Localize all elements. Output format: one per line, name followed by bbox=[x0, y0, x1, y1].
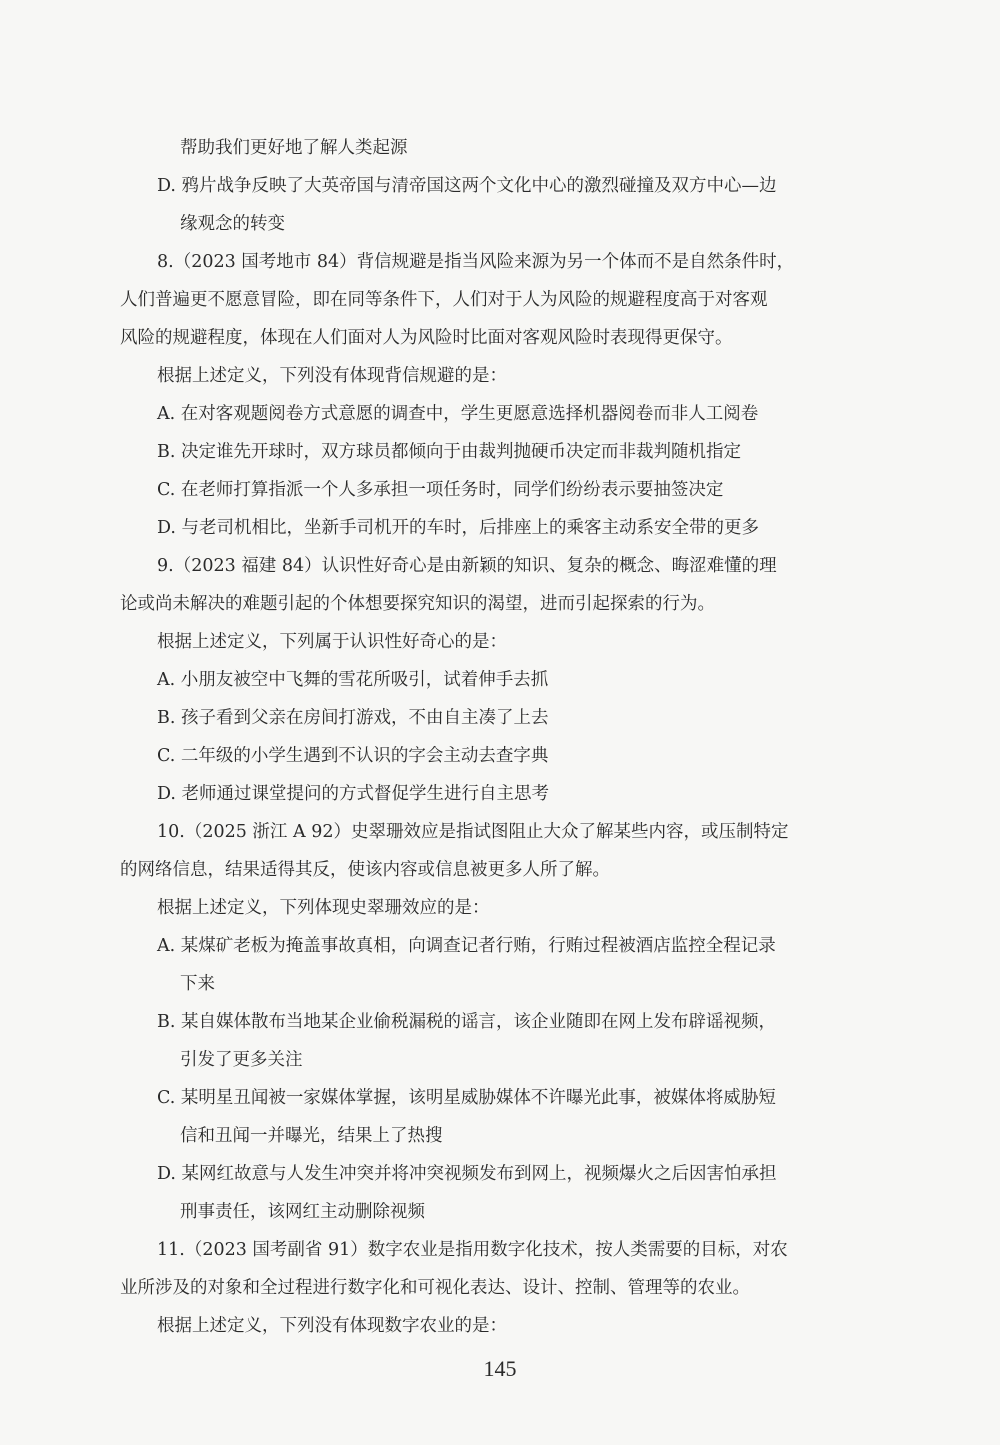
option-a: A. 小朋友被空中飞舞的雪花所吸引，试着伸手去抓 bbox=[157, 670, 549, 690]
option-d: D. 鸦片战争反映了大英帝国与清帝国这两个文化中心的激烈碰撞及双方中心—边 bbox=[157, 176, 777, 196]
text-line: 缘观念的转变 bbox=[180, 214, 285, 234]
question-prompt: 根据上述定义，下列没有体现背信规避的是： bbox=[157, 366, 507, 386]
text-line: 引发了更多关注 bbox=[180, 1050, 303, 1070]
option-d: D. 某网红故意与人发生冲突并将冲突视频发布到网上，视频爆火之后因害怕承担 bbox=[157, 1164, 777, 1184]
question-prompt: 根据上述定义，下列属于认识性好奇心的是： bbox=[157, 632, 507, 652]
option-b: B. 决定谁先开球时，双方球员都倾向于由裁判抛硬币决定而非裁判随机指定 bbox=[157, 442, 741, 462]
option-d: D. 老师通过课堂提问的方式督促学生进行自主思考 bbox=[157, 784, 550, 804]
option-b: B. 孩子看到父亲在房间打游戏，不由自主凑了上去 bbox=[157, 708, 549, 728]
page-number: 145 bbox=[483, 1356, 517, 1381]
option-a: A. 在对客观题阅卷方式意愿的调查中，学生更愿意选择机器阅卷而非人工阅卷 bbox=[157, 404, 759, 424]
text-line: 人们普遍更不愿意冒险，即在同等条件下，人们对于人为风险的规避程度高于对客观 bbox=[120, 290, 768, 310]
text-line: 帮助我们更好地了解人类起源 bbox=[180, 138, 408, 158]
text-line: 下来 bbox=[180, 974, 215, 994]
text-line: 论或尚未解决的难题引起的个体想要探究知识的渴望，进而引起探索的行为。 bbox=[120, 594, 715, 614]
question-8-stem: 8.（2023 国考地市 84）背信规避是指当风险来源为另一个体而不是自然条件时， bbox=[157, 252, 795, 272]
option-c: C. 某明星丑闻被一家媒体掌握，该明星威胁媒体不许曝光此事，被媒体将威胁短 bbox=[157, 1088, 776, 1108]
question-prompt: 根据上述定义，下列没有体现数字农业的是： bbox=[157, 1316, 507, 1336]
text-line: 业所涉及的对象和全过程进行数字化和可视化表达、设计、控制、管理等的农业。 bbox=[120, 1278, 750, 1298]
question-9-stem: 9.（2023 福建 84）认识性好奇心是由新颖的知识、复杂的概念、晦涩难懂的理 bbox=[157, 556, 777, 576]
question-prompt: 根据上述定义，下列体现史翠珊效应的是： bbox=[157, 898, 490, 918]
text-line: 刑事责任，该网红主动删除视频 bbox=[180, 1202, 425, 1222]
question-11-stem: 11.（2023 国考副省 91）数字农业是指用数字化技术，按人类需要的目标，对农 bbox=[157, 1240, 788, 1260]
option-c: C. 二年级的小学生遇到不认识的字会主动去查字典 bbox=[157, 746, 549, 766]
option-c: C. 在老师打算指派一个人多承担一项任务时，同学们纷纷表示要抽签决定 bbox=[157, 480, 724, 500]
option-b: B. 某自媒体散布当地某企业偷税漏税的谣言，该企业随即在网上发布辟谣视频， bbox=[157, 1012, 776, 1032]
option-a: A. 某煤矿老板为掩盖事故真相，向调查记者行贿，行贿过程被酒店监控全程记录 bbox=[157, 936, 776, 956]
option-d: D. 与老司机相比，坐新手司机开的车时，后排座上的乘客主动系安全带的更多 bbox=[157, 518, 760, 538]
text-line: 的网络信息，结果适得其反，使该内容或信息被更多人所了解。 bbox=[120, 860, 610, 880]
text-line: 信和丑闻一并曝光，结果上了热搜 bbox=[180, 1126, 443, 1146]
text-line: 风险的规避程度，体现在人们面对人为风险时比面对客观风险时表现得更保守。 bbox=[120, 328, 733, 348]
question-10-stem: 10.（2025 浙江 A 92）史翠珊效应是指试图阻止大众了解某些内容，或压制特定 bbox=[157, 822, 789, 842]
